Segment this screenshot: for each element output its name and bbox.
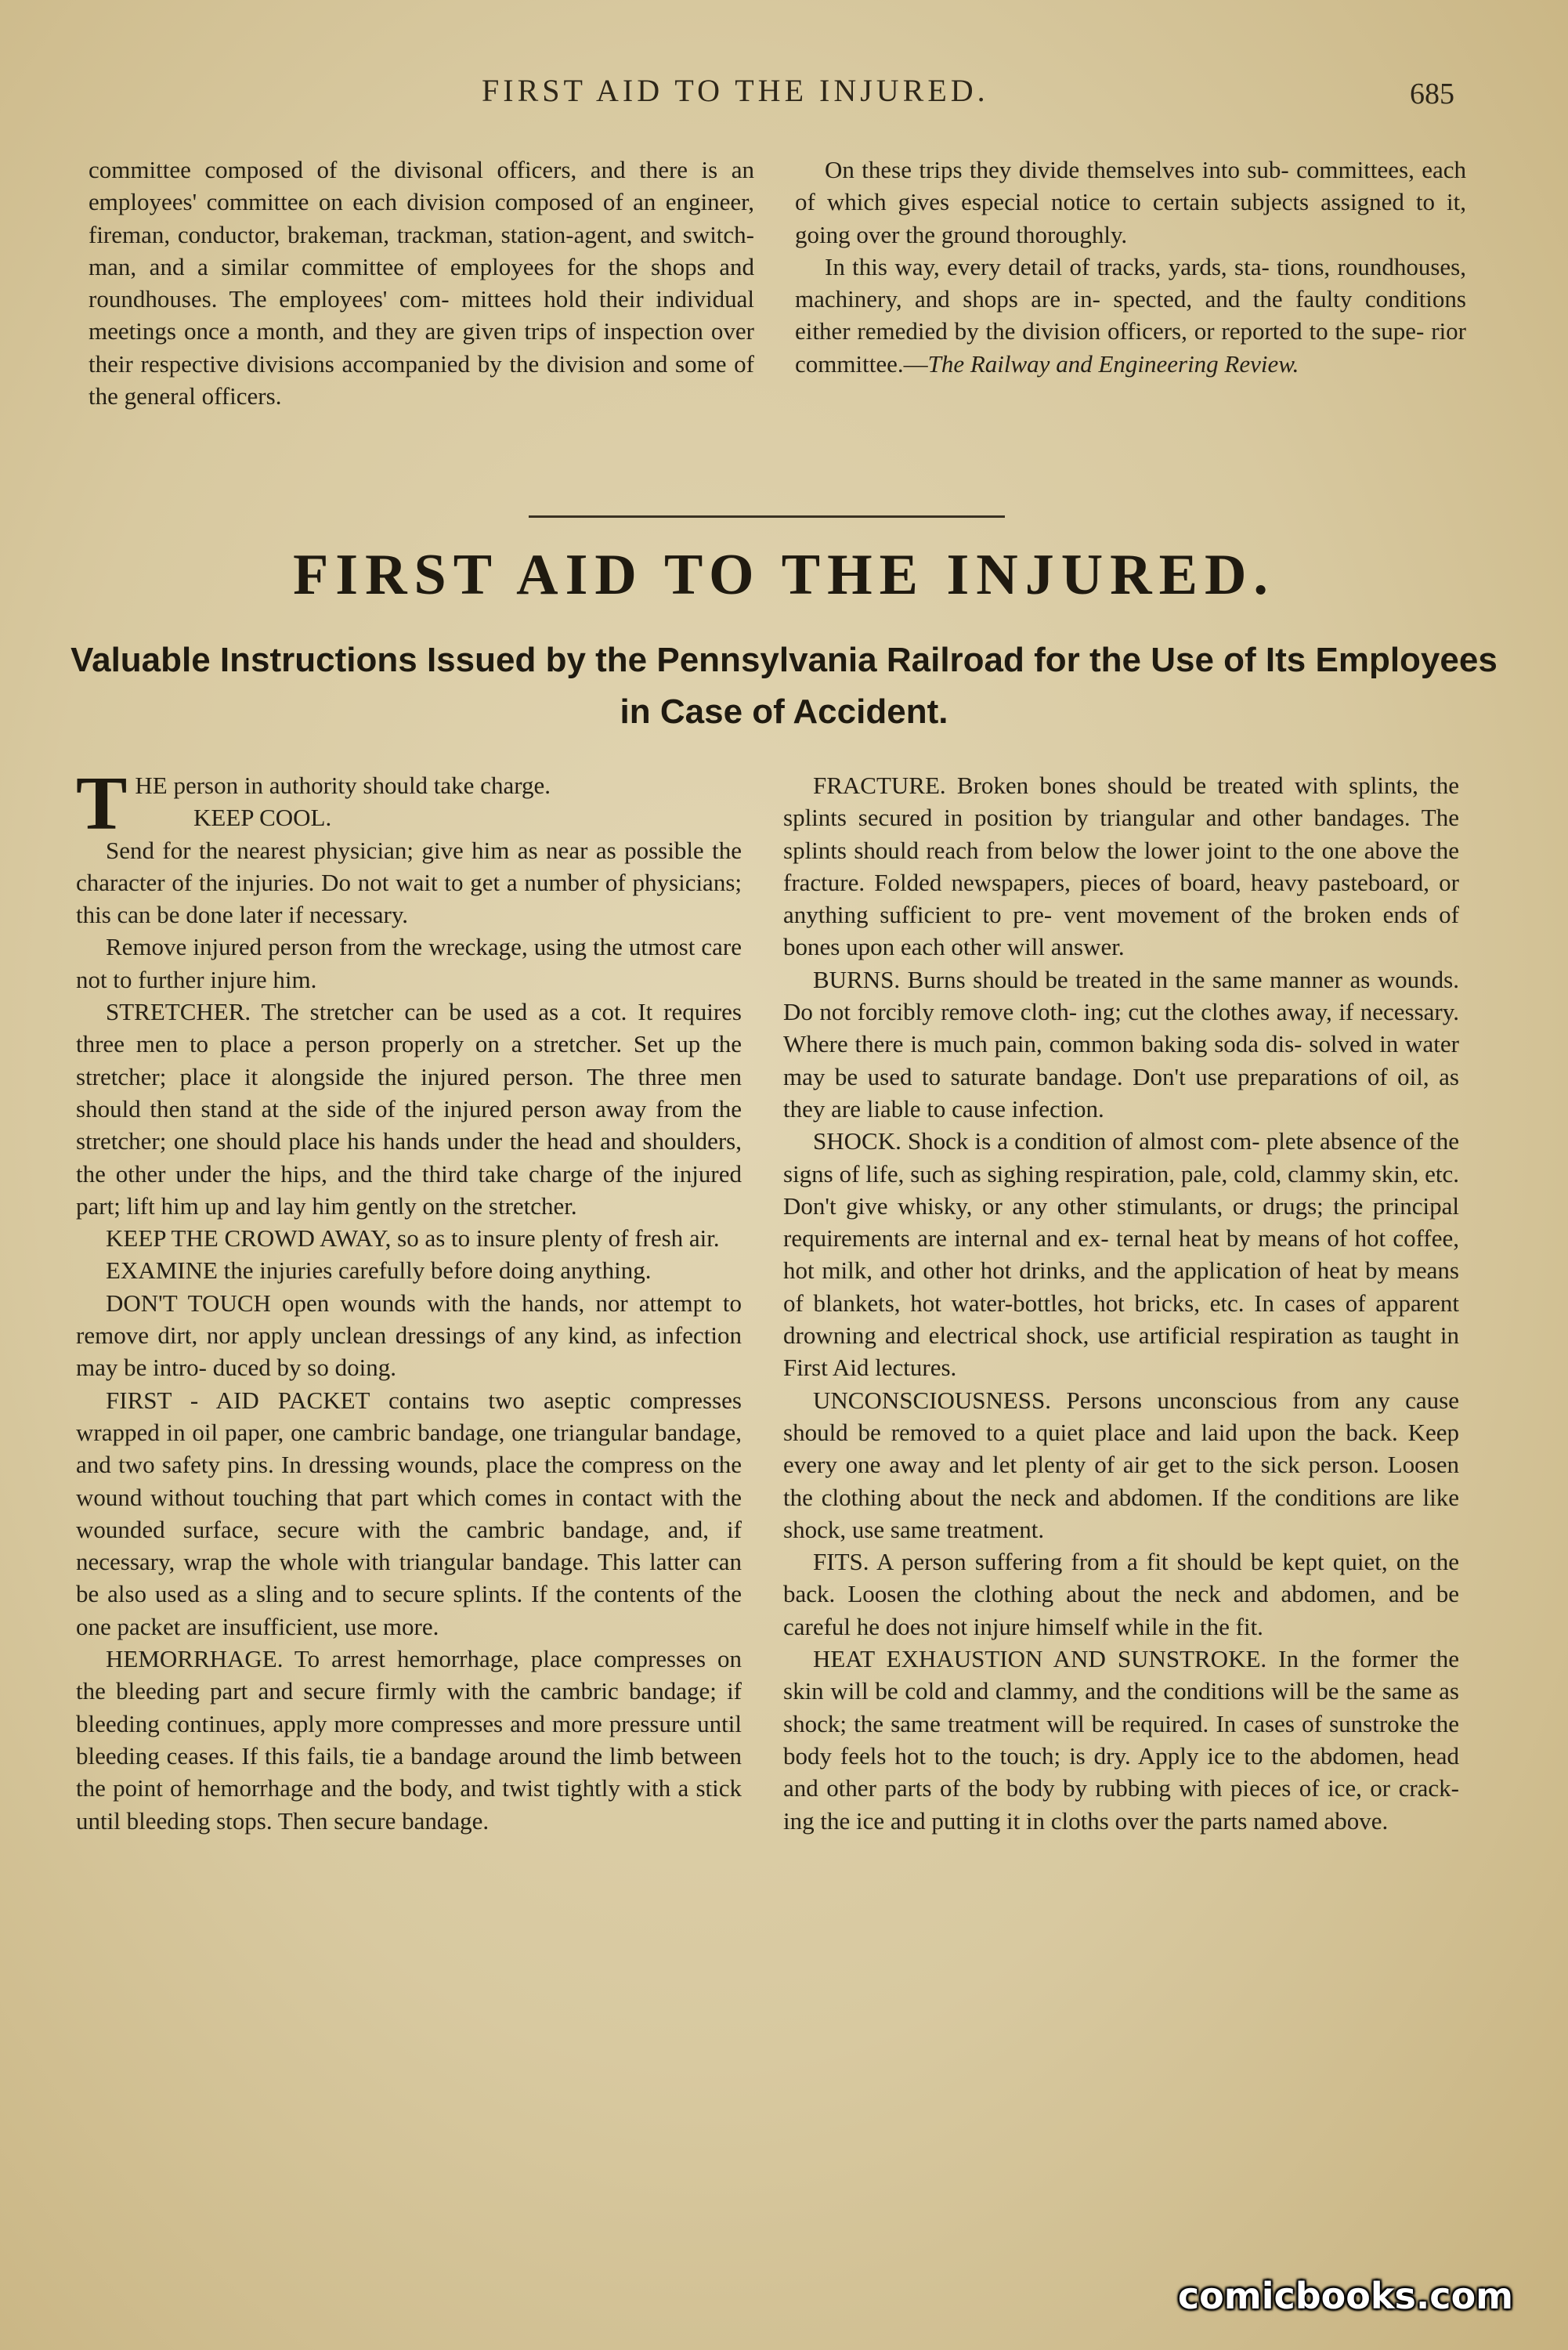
preceding-article-paragraph: committee composed of the divisonal officers, and there is an employees' committee on each division composed of an engineer, fireman, conductor, brakeman, trackman, station-agent, and switch- man, and a similar committee of employees for the shops and roundhouses. The employees' com- mittees hold their individual meetings once a month, and they are given trips of inspection over their respective divisions accompanied by the division and some of the general officers.	[89, 156, 754, 410]
preceding-article-paragraph: On these trips they divide themselves into sub- committees, each of which gives especial notice to certain subjects assigned to it, going over the ground thoroughly.	[795, 156, 1466, 248]
article-subtitle: Valuable Instructions Issued by the Pennsylvania Railroad for the Use of Its Employees in Case of Accident.	[70, 641, 1498, 731]
lead-text: HE person in authority should take charge.	[135, 772, 551, 799]
preceding-article-right-column	[795, 154, 1466, 380]
source-credit: The Railway and Engineering Review.	[927, 349, 1299, 378]
article-title: FIRST AID TO THE INJURED.	[293, 543, 1275, 607]
article-lead-paragraph	[76, 761, 742, 846]
article-paragraph: FIRST - AID PACKET contains two aseptic compresses wrapped in oil paper, one cambric bandage, one triangular bandage, and two safety pins. In dressing wounds, place the compress on the wound without touching that part which comes in contact with the wounded surface, secure with the cambric bandage, and, if necessary, wrap the whole with triangular bandage. This latter can be also used as a sling and to secure splints. If the contents of the one packet are insufficient, use more.	[76, 1386, 742, 1640]
article-paragraph: SHOCK. Shock is a condition of almost com- plete absence of the signs of life, such as sighing respiration, pale, cold, clammy skin, etc. Don't give whisky, or any other stimulants, or drugs; the principal requirements are internal and ex- ternal heat by means of hot coffee, hot milk, and other hot drinks, and the application of heat by means of blankets, hot water-bottles, hot bricks, etc. In cases of apparent drowning and electrical shock, use artificial respiration as taught in First Aid lectures.	[783, 1127, 1459, 1382]
article-paragraph: HEMORRHAGE. To arrest hemorrhage, place compresses on the bleeding part and secure firmly with the cambric bandage; if bleeding continues, apply more compresses and more pressure until bleeding ceases. If this fails, tie a bandage around the limb between the point of hemorrhage and the body, and twist tightly with a stick until bleeding stops. Then secure bandage.	[76, 1645, 742, 1835]
article-paragraph: UNCONSCIOUSNESS. Persons unconscious from any cause should be removed to a quiet place and laid upon the back. Keep every one away and let plenty of air get to the sick person. Loosen the clothing about the neck and abdomen. If the conditions are like shock, use same treatment.	[783, 1386, 1459, 1543]
article-paragraph: BURNS. Burns should be treated in the same manner as wounds. Do not forcibly remove cloth- ing; cut the clothes away, if necessary. Where there is much pain, common baking soda dis- solved in water may be used to saturate bandage. Don't use preparations of oil, as they are liable to cause infection.	[783, 965, 1459, 1123]
article-left-column	[76, 761, 742, 1837]
article-paragraph: Send for the nearest physician; give him as near as possible the character of the injuries. Do not wait to get a number of physicians; this can be done later if necessary.	[76, 836, 742, 929]
drop-cap: T	[76, 761, 128, 846]
article-paragraph: EXAMINE the injuries carefully before doing anything.	[106, 1256, 652, 1285]
watermark: comicbooks.com	[1177, 2275, 1514, 2317]
keep-cool-heading: KEEP COOL.	[193, 804, 332, 832]
article-paragraph: HEAT EXHAUSTION AND SUNSTROKE. In the former the skin will be cold and clammy, and the conditions will be the same as shock; the same treatment will be required. In cases of sunstroke the body feels hot to the touch; is dry. Apply ice to the abdomen, head and other parts of the body by rubbing with pieces of ice, or crack- ing the ice and putting it in cloths over the parts named above.	[783, 1645, 1459, 1835]
article-paragraph: Remove injured person from the wreckage, using the utmost care not to further injure him.	[76, 933, 742, 993]
section-divider	[529, 515, 1005, 518]
article-paragraph: STRETCHER. The stretcher can be used as a cot. It requires three men to place a person properly on a stretcher. Set up the stretcher; place it alongside the injured person. The three men should then stand at the side of the injured person away from the stretcher; one should place his hands under the head and shoulders, the other under the hips, and the third take charge of the injured part; lift him up and lay him gently on the stretcher.	[76, 998, 742, 1220]
running-head	[0, 72, 1568, 111]
preceding-article-paragraph-text: In this way, every detail of tracks, yards, sta- tions, roundhouses, machinery, and shops are in- spected, and the faulty conditions either remedied by the division officers, or reported to the supe- rior committee.—	[795, 252, 1466, 378]
article-paragraph: FITS. A person suffering from a fit should be kept quiet, on the back. Loosen the clothing about the neck and abdomen, and be careful he does not injure himself while in the fit.	[783, 1548, 1459, 1640]
preceding-article-paragraph	[795, 251, 1466, 380]
preceding-article-left-column	[89, 154, 754, 412]
article-paragraph: KEEP THE CROWD AWAY, so as to insure plenty of fresh air.	[106, 1224, 720, 1253]
page-number: 685	[1410, 78, 1454, 110]
running-title: FIRST AID TO THE INJURED.	[482, 73, 989, 108]
article-paragraph: DON'T TOUCH open wounds with the hands, nor attempt to remove dirt, nor apply unclean dressings of any kind, as infection may be intro- duced by so doing.	[76, 1289, 742, 1382]
article-paragraph: FRACTURE. Broken bones should be treated with splints, the splints secured in position by triangular and other bandages. The splints should reach from below the lower joint to the one above the fracture. Folded newspapers, pieces of board, heavy pasteboard, or anything sufficient to pre- vent movement of the broken ends of bones upon each other will answer.	[783, 772, 1459, 961]
article-right-column	[783, 769, 1459, 1837]
